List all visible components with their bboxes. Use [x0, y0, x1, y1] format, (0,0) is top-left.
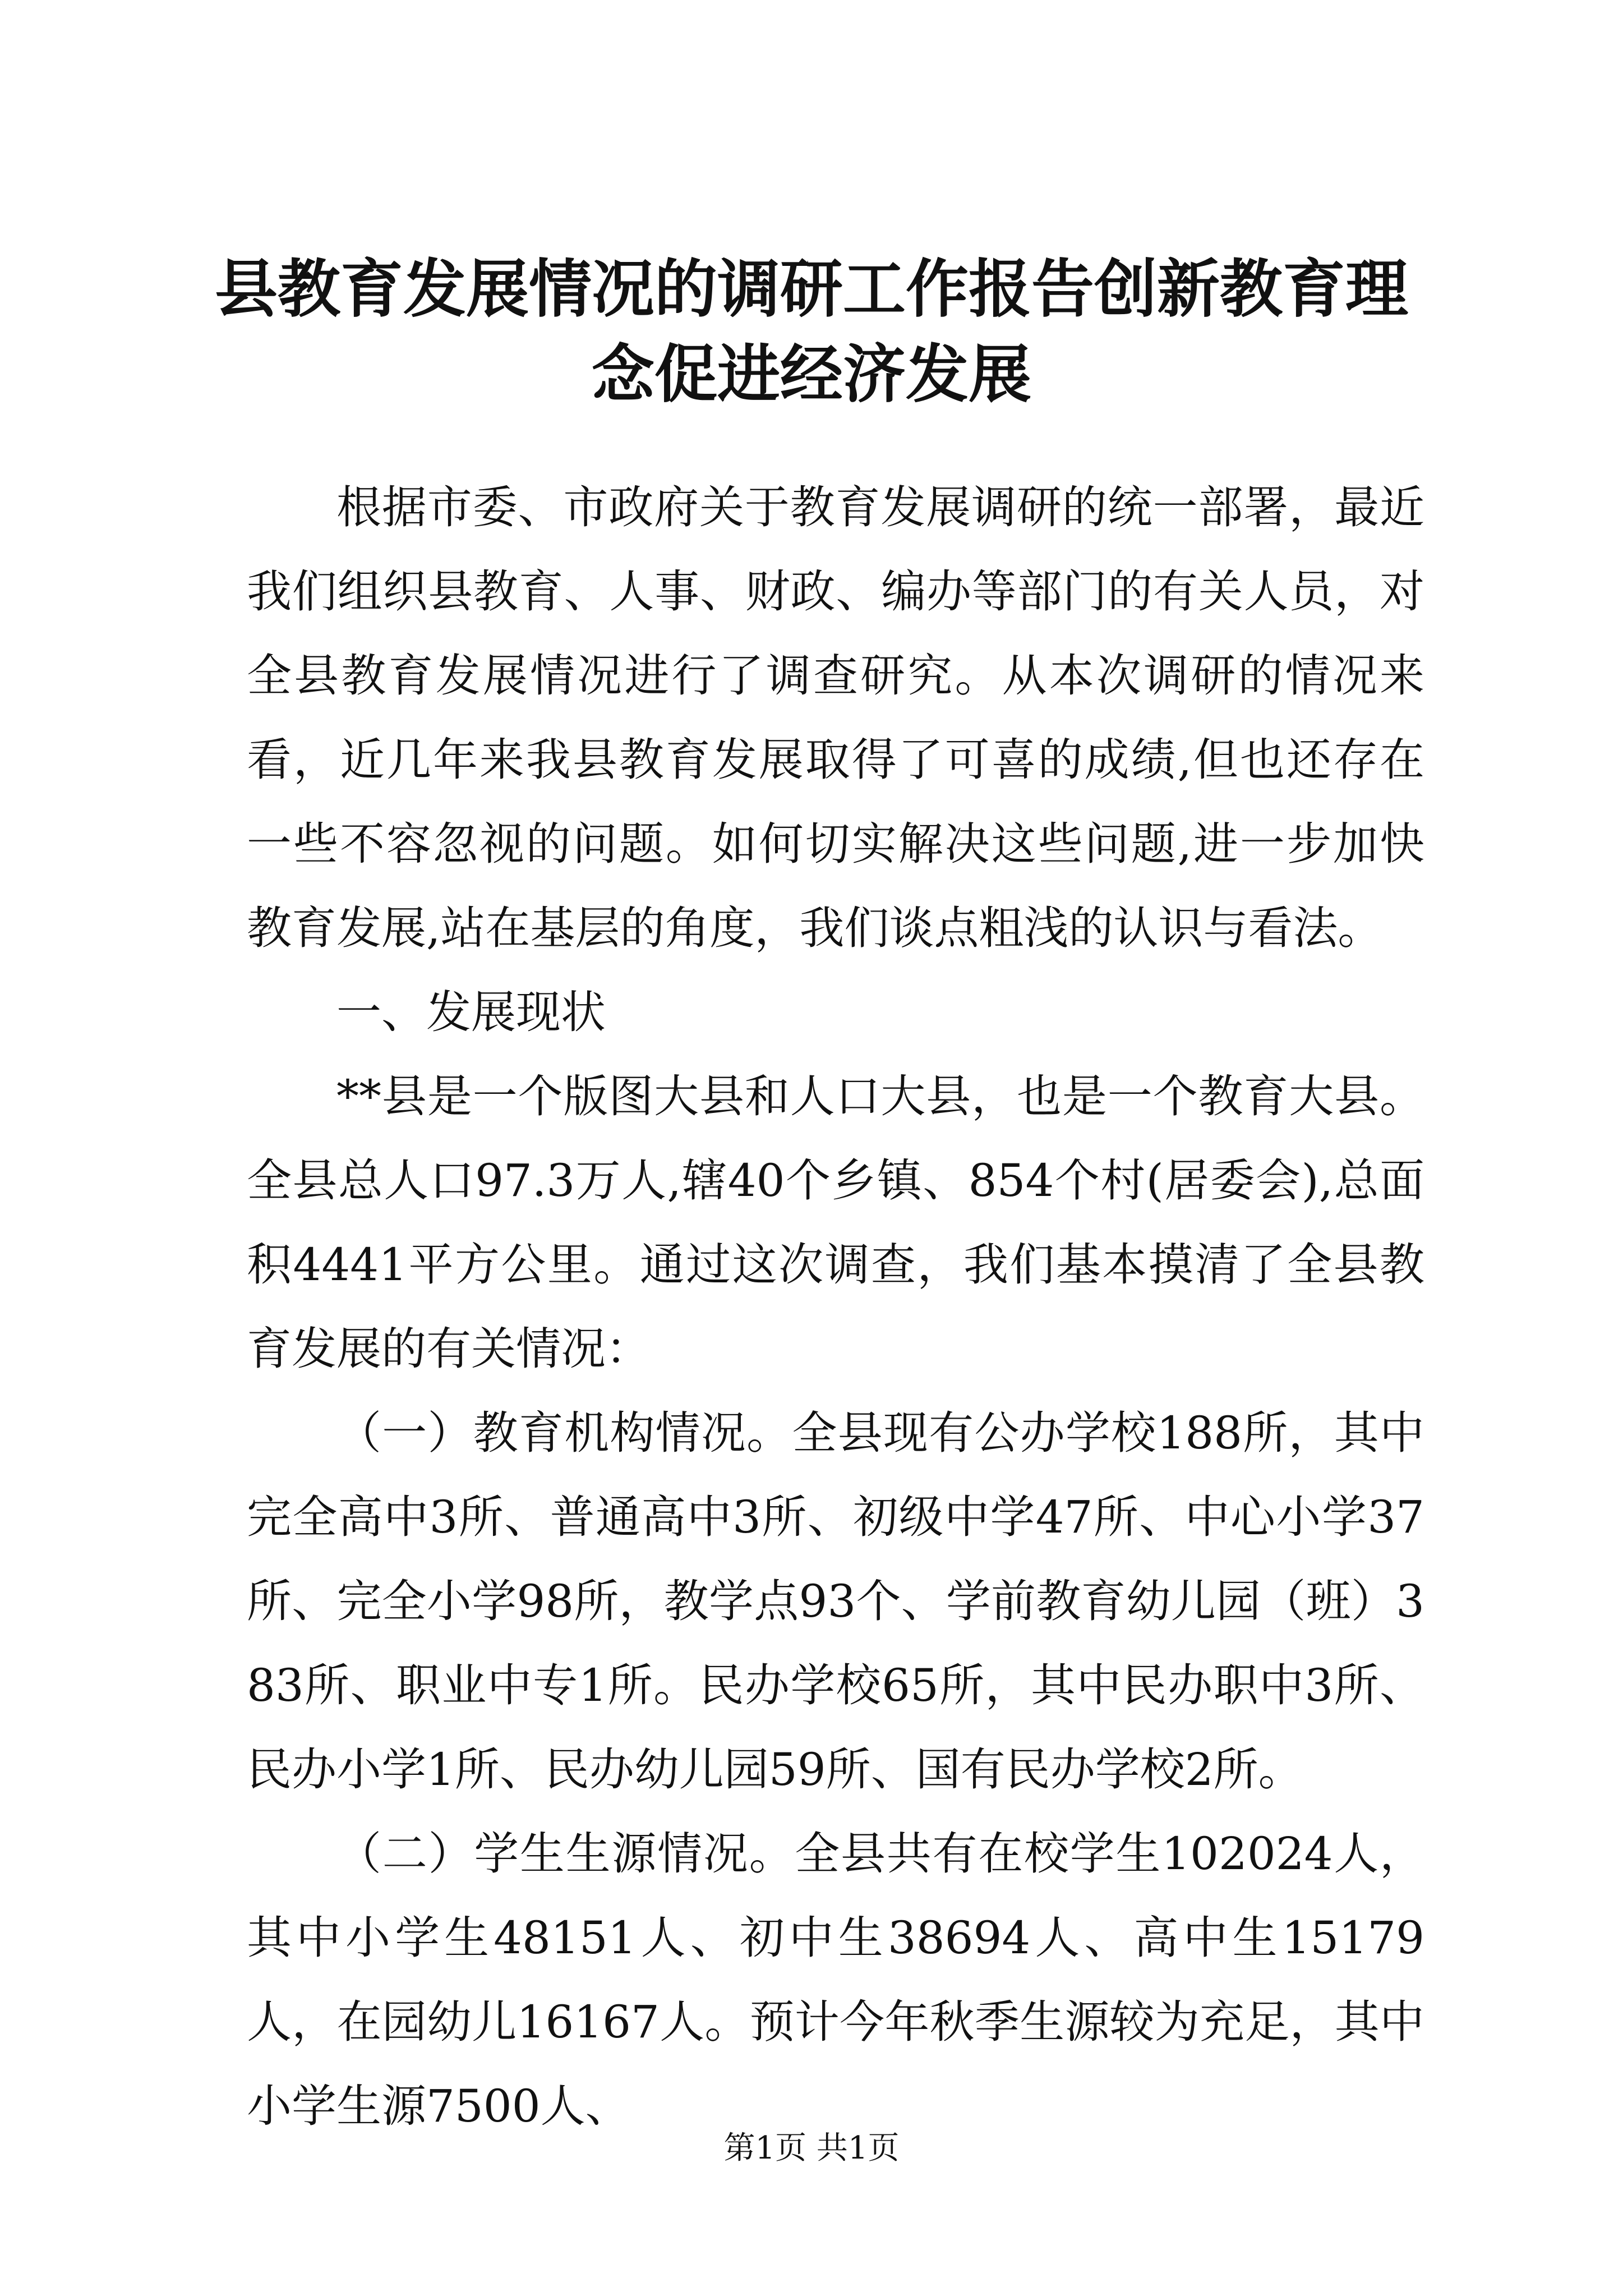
document-title: 县教育发展情况的调研工作报告创新教育理念促进经济发展	[215, 252, 1408, 411]
section-heading-status: 一、发展现状	[336, 986, 606, 1038]
paragraph-county-overview: **县是一个版图大县和人口大县，也是一个教育大县。全县总人口97.3万人,辖40个乡镇、854个村(居委会),总面积4441平方公里。通过这次调查，我们基本摸清了全县教育发展的有关情况：	[247, 1070, 1424, 1375]
document-body	[247, 466, 1424, 2148]
paragraph-students: （二）学生生源情况。全县共有在校学生102024人，其中小学生48151人、初中生38694人、高中生15179人，在园幼儿16167人。预计今年秋季生源较为充足，其中小学生源7500人、	[247, 1828, 1424, 2132]
paragraph-intro: 根据市委、市政府关于教育发展调研的统一部署，最近我们组织县教育、人事、财政、编办等部门的有关人员，对全县教育发展情况进行了调查研究。从本次调研的情况来看，近几年来我县教育发展取得了可喜的成绩,但也还存在一些不容忽视的问题。如何切实解决这些问题,进一步加快教育发展,站在基层的角度，我们谈点粗浅的认识与看法。	[247, 481, 1424, 954]
paragraph-institutions: （一）教育机构情况。全县现有公办学校188所，其中完全高中3所、普通高中3所、初级中学47所、中心小学37所、完全小学98所，教学点93个、学前教育幼儿园（班）383所、职业中专1所。民办学校65所，其中民办职中3所、民办小学1所、民办幼儿园59所、国有民办学校2所。	[247, 1407, 1424, 1796]
page-footer: 第1页 共1页	[723, 2130, 900, 2166]
